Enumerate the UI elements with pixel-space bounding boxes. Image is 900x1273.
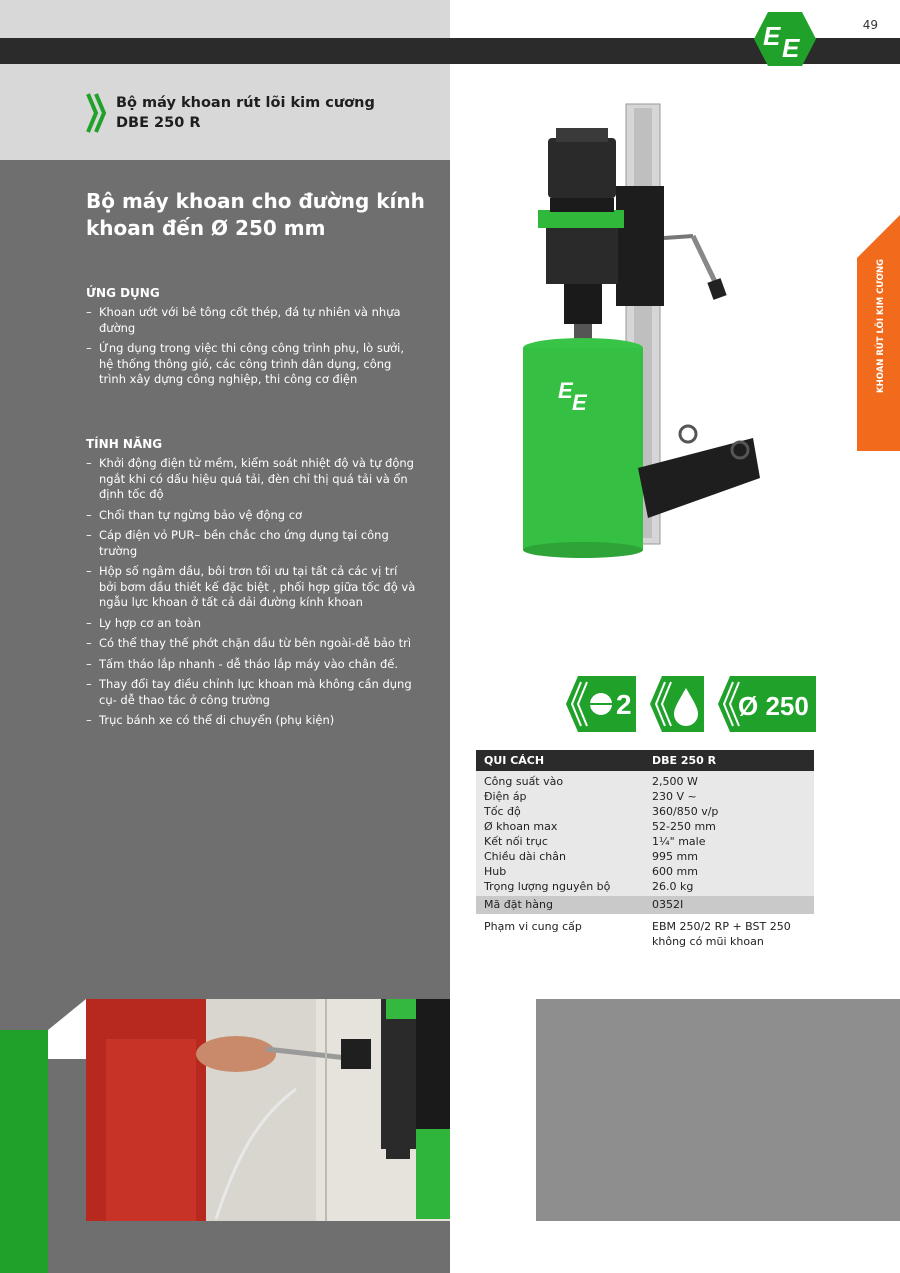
side-tab bbox=[857, 215, 900, 451]
svg-text:E: E bbox=[782, 33, 800, 63]
spec-label: Trọng lượng nguyên bộ bbox=[484, 880, 611, 893]
table-row bbox=[476, 819, 814, 834]
spec-header-right: DBE 250 R bbox=[644, 750, 814, 771]
table-row bbox=[476, 834, 814, 849]
spec-value: 2,500 W bbox=[652, 775, 698, 788]
product-heading-line1: Bộ máy khoan rút lõi kim cương bbox=[116, 95, 375, 111]
main-title: Bộ máy khoan cho đường kính khoan đến Ø 250 mm bbox=[86, 189, 425, 240]
svg-text:E: E bbox=[763, 21, 781, 51]
product-heading-line2: DBE 250 R bbox=[116, 115, 201, 131]
list-item: – Tấm tháo lắp nhanh - dễ tháo lắp máy vào chân đế. bbox=[86, 657, 416, 673]
order-label: Mã đặt hàng bbox=[484, 898, 553, 911]
list-item: – Trục bánh xe có thể di chuyển (phụ kiện) bbox=[86, 713, 416, 729]
feature-badges bbox=[566, 676, 816, 732]
supply-value bbox=[644, 914, 814, 949]
supply-value-line1: EBM 250/2 RP + BST 250 bbox=[652, 920, 791, 933]
spec-value: 26.0 kg bbox=[652, 880, 694, 893]
applications-heading: ỨNG DỤNG bbox=[86, 286, 160, 300]
drill-rig-illustration bbox=[498, 98, 768, 568]
list-item: – Khởi động điện tử mềm, kiểm soát nhiệt độ và tự động ngắt khi có dấu hiệu quá tải, đèn chỉ thị quá tải và ổn định tốc độ bbox=[86, 456, 416, 503]
spec-value: 360/850 v/p bbox=[652, 805, 719, 818]
side-tab-label: KHOAN RÚT LÕI KIM CƯƠNG bbox=[876, 258, 886, 393]
table-row bbox=[476, 804, 814, 819]
table-row bbox=[476, 864, 814, 879]
corner-accent bbox=[48, 999, 88, 1059]
brand-logo-icon bbox=[754, 12, 816, 66]
spec-label: Điện áp bbox=[484, 790, 527, 803]
speed-count-badge: 2 bbox=[616, 689, 632, 720]
bottom-gray-block bbox=[536, 999, 900, 1221]
list-item: – Thay đổi tay điều chỉnh lực khoan mà không cần dụng cụ- dễ thao tác ở công trường bbox=[86, 677, 416, 708]
features-list bbox=[86, 456, 416, 734]
spec-label: Hub bbox=[484, 865, 507, 878]
spec-header-row bbox=[476, 750, 814, 771]
svg-text:E: E bbox=[572, 390, 587, 415]
usage-photo bbox=[86, 999, 450, 1221]
spec-label: Kết nối trục bbox=[484, 835, 548, 848]
table-row bbox=[476, 879, 814, 896]
header-band bbox=[0, 0, 450, 160]
spec-label: Công suất vào bbox=[484, 775, 564, 788]
spec-table bbox=[476, 750, 814, 949]
list-item: – Hộp số ngâm dầu, bôi trơn tối ưu tại tất cả các vị trí bởi bơm dầu thiết kế đặc biệt , phối hợp giữa tốc độ và ngẫu lực khoan ở tất cả dải đường kính khoan bbox=[86, 564, 416, 611]
list-item: – Cáp điện vỏ PUR– bền chắc cho ứng dụng tại công trường bbox=[86, 528, 416, 559]
table-row bbox=[476, 771, 814, 789]
list-item: – Khoan ướt với bê tông cốt thép, đá tự nhiên và nhựa đường bbox=[86, 305, 416, 336]
svg-text:E: E bbox=[558, 378, 573, 403]
list-item: – Có thể thay thế phớt chặn dầu từ bên ngoài-dễ bảo trì bbox=[86, 636, 416, 652]
list-item: – Ứng dụng trong việc thi công công trình phụ, lò sưởi, hệ thống thông gió, các công trình dân dụng, công trình xây dựng công nghiệp, thi công cơ điện bbox=[86, 341, 416, 388]
spec-value: 1¼" male bbox=[652, 835, 706, 848]
supply-scope-row bbox=[476, 914, 814, 949]
spec-value: 600 mm bbox=[652, 865, 698, 878]
order-number-row bbox=[476, 896, 814, 914]
list-item: – Chổi than tự ngừng bảo vệ động cơ bbox=[86, 508, 416, 524]
order-value: 0352I bbox=[652, 898, 684, 911]
features-heading: TÍNH NĂNG bbox=[86, 437, 163, 451]
supply-value-line2: không có mũi khoan bbox=[652, 935, 764, 948]
spec-value: 52-250 mm bbox=[652, 820, 716, 833]
list-item: – Ly hợp cơ an toàn bbox=[86, 616, 416, 632]
spec-label: Tốc độ bbox=[484, 805, 521, 818]
table-row bbox=[476, 789, 814, 804]
table-row bbox=[476, 849, 814, 864]
diameter-badge: Ø 250 bbox=[738, 691, 809, 721]
spec-header-left: QUI CÁCH bbox=[476, 750, 644, 771]
spec-value: 995 mm bbox=[652, 850, 698, 863]
applications-list bbox=[86, 305, 416, 393]
product-heading bbox=[116, 93, 375, 133]
spec-label: Chiều dài chân bbox=[484, 850, 566, 863]
chevron-right-icon bbox=[86, 92, 108, 134]
green-accent-strip bbox=[0, 1030, 48, 1273]
page-number: 49 bbox=[862, 18, 878, 32]
spec-label: Ø khoan max bbox=[484, 820, 558, 833]
spec-value: 230 V ~ bbox=[652, 790, 697, 803]
supply-label: Phạm vi cung cấp bbox=[476, 914, 644, 949]
